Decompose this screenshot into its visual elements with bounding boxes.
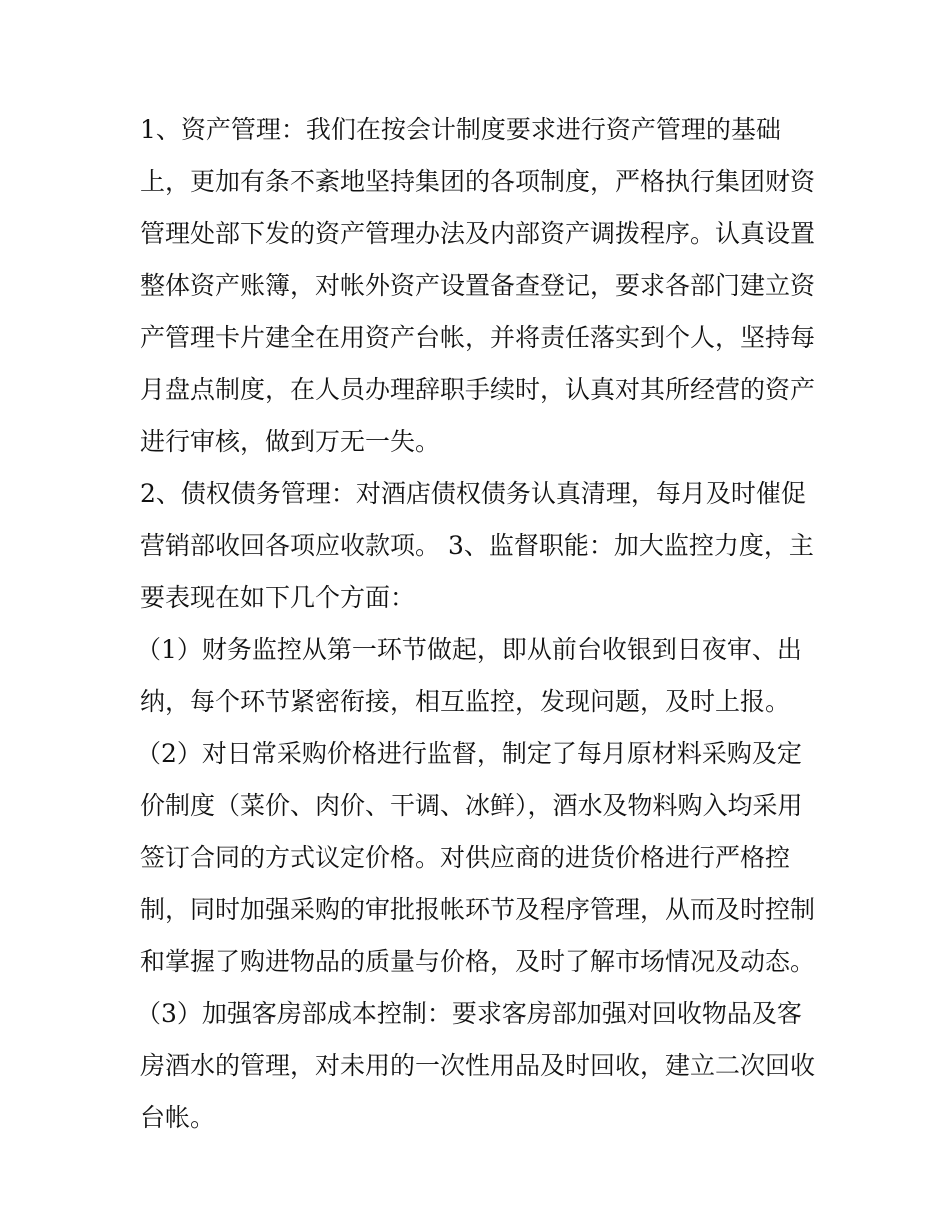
text-line-10: 要表现在如下几个方面： xyxy=(140,583,416,612)
text-line-6: 月盘点制度，在人员办理辞职手续时，认真对其所经营的资产 xyxy=(140,375,816,404)
text-line-7: 进行审核，做到万无一失。 xyxy=(140,427,441,456)
text-line-3: 管理处部下发的资产管理办法及内部资产调拨程序。认真设置 xyxy=(140,219,816,248)
text-line-20: 台帐。 xyxy=(140,1103,216,1132)
text-line-4: 整体资产账簿，对帐外资产设置备查登记，要求各部门建立资 xyxy=(140,271,816,300)
text-line-1: 1、资产管理：我们在按会计制度要求进行资产管理的基础 xyxy=(140,115,781,144)
text-line-9: 营销部收回各项应收款项。 3、监督职能：加大监控力度，主 xyxy=(140,531,814,560)
text-line-18: （3）加强客房部成本控制：要求客房部加强对回收物品及客 xyxy=(136,999,802,1028)
text-line-13: （2）对日常采购价格进行监督，制定了每月原材料采购及定 xyxy=(136,739,802,768)
text-line-15: 签订合同的方式议定价格。对供应商的进货价格进行严格控 xyxy=(140,843,791,872)
text-line-16: 制，同时加强采购的审批报帐环节及程序管理，从而及时控制 xyxy=(140,895,816,924)
text-line-8: 2、债权债务管理：对酒店债权债务认真清理，每月及时催促 xyxy=(140,479,806,508)
text-line-2: 上，更加有条不紊地坚持集团的各项制度，严格执行集团财资 xyxy=(140,167,816,196)
text-line-12: 纳，每个环节紧密衔接，相互监控，发现问题，及时上报。 xyxy=(140,687,791,716)
text-line-17: 和掌握了购进物品的质量与价格，及时了解市场情况及动态。 xyxy=(140,947,816,976)
text-line-19: 房酒水的管理，对未用的一次性用品及时回收，建立二次回收 xyxy=(140,1051,816,1080)
text-line-5: 产管理卡片建全在用资产台帐，并将责任落实到个人，坚持每 xyxy=(140,323,816,352)
text-line-14: 价制度（菜价、肉价、干调、冰鲜），酒水及物料购入均采用 xyxy=(140,791,803,820)
text-line-11: （1）财务监控从第一环节做起，即从前台收银到日夜审、出 xyxy=(136,635,802,664)
